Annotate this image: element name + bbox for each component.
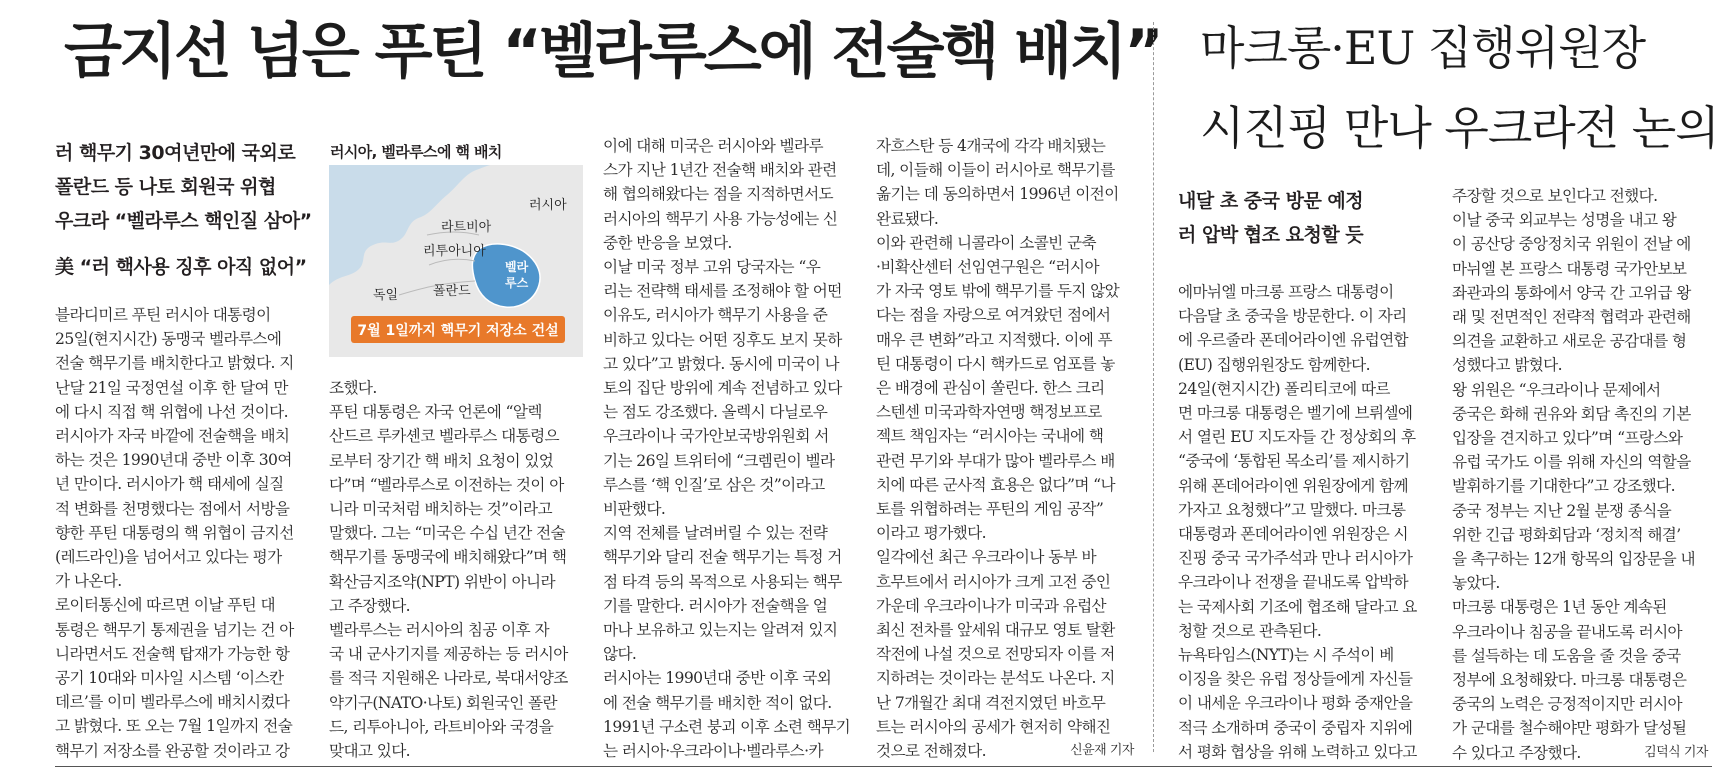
article-line: 것으로 전해졌다. bbox=[876, 742, 986, 761]
map-label-belarus: 벨라 bbox=[505, 260, 529, 274]
article-line: 이와 관련해 니콜라이 소콜빈 군축 bbox=[876, 233, 1096, 252]
article-line: 다”며 “벨라루스로 이전하는 것이 아 bbox=[329, 475, 564, 494]
article-line: 왕 위원은 “우크라이나 문제에서 bbox=[1452, 380, 1661, 399]
byline: 신윤재 기자 bbox=[1070, 743, 1134, 759]
left-column-2 bbox=[329, 376, 585, 763]
article-line: 이유도, 러시아가 핵무기 사용을 준 bbox=[603, 306, 828, 325]
article-line: 고 밝혔다. 또 오는 7월 1일까지 전술 bbox=[55, 717, 293, 736]
bottom-rule bbox=[55, 766, 1712, 767]
article-line: 블라디미르 푸틴 러시아 대통령이 bbox=[55, 306, 271, 324]
article-line: ·비확산센터 선임연구원은 “러시아 bbox=[876, 258, 1099, 277]
article-line: 가운데 우크라이나가 미국과 유럽산 bbox=[876, 596, 1107, 615]
left-column-3 bbox=[603, 134, 859, 763]
article-line: 25일(현지시간) 동맹국 벨라루스에 bbox=[55, 330, 282, 349]
article-last-line bbox=[1452, 741, 1708, 765]
article-line: 주장할 것으로 보인다고 전했다. bbox=[1452, 187, 1658, 205]
article-line: 로이터통신에 따르면 이날 푸틴 대 bbox=[55, 596, 275, 615]
right-column-1 bbox=[1178, 280, 1433, 764]
article-line: 가자고 요청했다”고 말했다. 마크롱 bbox=[1178, 500, 1406, 519]
article-line: 핵무기와 달리 전술 핵무기는 특정 거 bbox=[603, 548, 842, 567]
article-line: “중국에 ‘통합된 목소리’를 제시하기 bbox=[1178, 452, 1410, 471]
article-line: 자흐스탄 등 4개국에 각각 배치됐는 bbox=[876, 137, 1106, 155]
article-line: 고 주장했다. bbox=[329, 596, 411, 615]
map-svg bbox=[329, 165, 583, 357]
article-line: 마크롱 대통령은 1년 동안 계속된 bbox=[1452, 598, 1667, 617]
article-line: 로부터 장기간 핵 배치 요청이 있었 bbox=[329, 451, 554, 470]
article-line: 발휘하기를 기대한다”고 강조했다. bbox=[1452, 477, 1675, 496]
article-line: 말했다. 그는 “미국은 수십 년간 전술 bbox=[329, 524, 566, 543]
subhead-line: 내달 초 중국 방문 예정 bbox=[1178, 190, 1364, 212]
article-line: 이 내세운 우크라이나 평화 중재안을 bbox=[1178, 694, 1413, 713]
article-line: 매우 큰 변화”라고 지적했다. 이에 푸 bbox=[876, 330, 1113, 349]
article-line: (레드라인)을 넘어서고 있다는 평가 bbox=[55, 548, 282, 567]
subhead-line: 美 “러 핵사용 징후 아직 없어” bbox=[55, 256, 307, 278]
article-line: 우크라이나 침공을 끝내도록 러시아 bbox=[1452, 622, 1683, 641]
article-line: 하는 것은 1990년대 중반 이후 30여 bbox=[55, 451, 292, 470]
subhead-line: 러 압박 협조 요청할 듯 bbox=[1178, 224, 1364, 246]
article-line: 수 있다고 주장했다. bbox=[1452, 743, 1581, 762]
article-line: 진핑 중국 국가주석과 만나 러시아가 bbox=[1178, 549, 1413, 568]
article-line: 확산금지조약(NPT) 위반이 아니라 bbox=[329, 572, 555, 591]
article-line: 좌관과의 통화에서 양국 간 고위급 왕 bbox=[1452, 283, 1691, 302]
left-column-1 bbox=[55, 303, 311, 763]
article-line: 점 타격 등의 목적으로 사용되는 핵무 bbox=[603, 572, 842, 591]
article-line: 서 열린 EU 지도자들 간 정상회의 후 bbox=[1178, 428, 1416, 447]
article-line: 공기 10대와 미사일 시스템 ‘이스칸 bbox=[55, 669, 284, 688]
map-label-poland: 폴란드 bbox=[433, 284, 471, 299]
article-line: 니라면서도 전술핵 탑재가 가능한 항 bbox=[55, 644, 290, 663]
article-line: 위해 폰데어라이엔 위원장에게 함께 bbox=[1178, 476, 1409, 495]
article-line: 난달 21일 국정연설 이후 한 달여 만 bbox=[55, 378, 288, 397]
map-banner-text: 7월 1일까지 핵무기 저장소 건설 bbox=[357, 323, 559, 339]
article-line: 의견을 교환하고 새로운 공감대를 형 bbox=[1452, 332, 1687, 351]
article-line: 다음달 초 중국을 방문한다. 이 자리 bbox=[1178, 307, 1407, 326]
right-headline-line: 시진핑 만나 우크라전 논의 bbox=[1200, 101, 1719, 155]
article-line: 마나 보유하고 있는지는 알려져 있지 bbox=[603, 621, 838, 640]
article-line: 을 촉구하는 12개 항목의 입장문을 내 bbox=[1452, 550, 1695, 569]
right-column-2 bbox=[1452, 184, 1708, 765]
map-title: 러시아, 벨라루스에 핵 배치 bbox=[330, 143, 502, 161]
article-line: 유럽 국가도 이를 위해 자신의 역할을 bbox=[1452, 453, 1691, 472]
right-subheads bbox=[1178, 184, 1363, 252]
article-line: 뉴욕타임스(NYT)는 시 주석이 베 bbox=[1178, 646, 1394, 665]
article-line: 우크라이나 전쟁을 끝내도록 압박하 bbox=[1178, 573, 1409, 592]
article-line: 기를 말한다. 러시아가 전술핵을 얼 bbox=[603, 596, 828, 615]
article-line: 는 러시아·우크라이나·벨라루스·카 bbox=[603, 742, 823, 761]
article-line: 대통령과 폰데어라이엔 위원장은 시 bbox=[1178, 525, 1409, 544]
nuclear-map bbox=[329, 165, 583, 357]
article-line: 중국의 노력은 긍정적이지만 러시아 bbox=[1452, 695, 1683, 714]
article-line: 약기구(NATO·나토) 회원국인 폴란 bbox=[329, 693, 557, 712]
article-line: 이날 중국 외교부는 성명을 내고 왕 bbox=[1452, 211, 1677, 230]
article-line: 에 다시 직접 핵 위협에 나선 것이다. bbox=[55, 402, 288, 421]
article-line: 청할 것으로 관측된다. bbox=[1178, 621, 1322, 640]
article-line: 위한 긴급 평화회담과 ‘정치적 해결’ bbox=[1452, 525, 1681, 544]
article-line: 드, 리투아니아, 라트비아와 국경을 bbox=[329, 717, 554, 736]
article-line: 향한 푸틴 대통령의 핵 위협이 금지선 bbox=[55, 523, 294, 542]
article-line: 중국 정부는 지난 2월 분쟁 종식을 bbox=[1452, 501, 1672, 520]
left-subheads bbox=[55, 136, 312, 284]
article-line: 가 군대를 철수해야만 평화가 달성될 bbox=[1452, 719, 1687, 738]
article-line: 해 협의해왔다는 점을 지적하면서도 bbox=[603, 185, 834, 204]
article-line: 러시아의 핵무기 사용 가능성에는 신 bbox=[603, 209, 838, 228]
article-line: 성했다고 밝혔다. bbox=[1452, 356, 1562, 375]
article-line: 정부에 요청해왔다. 마크롱 대통령은 bbox=[1452, 671, 1687, 690]
article-line: 중한 반응을 보였다. bbox=[603, 233, 732, 252]
article-line: 치에 따른 군사적 효용은 없다”며 “나 bbox=[876, 475, 1116, 494]
article-last-line bbox=[876, 739, 1134, 763]
article-line: 완료됐다. bbox=[876, 209, 939, 228]
article-line: 푸틴 대통령은 자국 언론에 “알렉 bbox=[329, 403, 542, 422]
article-line: 래 및 전면적인 전략적 협력과 관련해 bbox=[1452, 308, 1691, 327]
article-line: 전술 핵무기를 배치한다고 밝혔다. 지 bbox=[55, 354, 294, 373]
article-line: 이에 대해 미국은 러시아와 벨라루 bbox=[603, 137, 823, 155]
article-line: 리는 전략핵 태세를 조정해야 할 어떤 bbox=[603, 282, 842, 301]
article-line: 작전에 나설 것으로 전망되자 이를 저 bbox=[876, 645, 1115, 664]
article-line: 스텐센 미국과학자연맹 핵정보프로 bbox=[876, 403, 1102, 422]
article-line: 조했다. bbox=[329, 379, 377, 397]
main-headline: 금지선 넘은 푸틴 “벨라루스에 전술핵 배치” bbox=[64, 17, 1161, 87]
article-line: 년 만이다. 러시아가 핵 태세에 실질 bbox=[55, 475, 284, 494]
article-line: 트는 러시아의 공세가 현저히 약해진 bbox=[876, 717, 1111, 736]
article-line: 놓았다. bbox=[1452, 574, 1500, 593]
article-line: 지역 전체를 날려버릴 수 있는 전략 bbox=[603, 524, 828, 543]
article-line: 비하고 있다는 어떤 징후도 보지 못하 bbox=[603, 330, 842, 349]
article-line: 서 평화 협상을 위해 노력하고 있다고 bbox=[1178, 742, 1417, 761]
article-line: 일각에선 최근 우크라이나 동부 바 bbox=[876, 548, 1096, 567]
article-line: 난 7개월간 최대 격전지였던 바흐무 bbox=[876, 693, 1106, 712]
article-line: 우크라이나 국가안보국방위원회 서 bbox=[603, 427, 829, 446]
article-line: 면 마크롱 대통령은 벨기에 브뤼셀에 bbox=[1178, 404, 1413, 423]
article-line: 24일(현지시간) 폴리티코에 따르 bbox=[1178, 379, 1390, 398]
article-line: 맞대고 있다. bbox=[329, 742, 411, 761]
article-line: 러시아가 자국 바깥에 전술핵을 배치 bbox=[55, 427, 290, 446]
article-line: 토의 집단 방위에 계속 전념하고 있다 bbox=[603, 379, 842, 398]
map-label-germany: 독일 bbox=[373, 288, 399, 303]
article-line: 적극 소개하며 중국이 중립자 지위에 bbox=[1178, 718, 1413, 737]
article-line: 핵무기를 동맹국에 배치해왔다”며 핵 bbox=[329, 548, 567, 567]
article-line: 1991년 구소련 붕괴 이후 소련 핵무기 bbox=[603, 717, 851, 736]
article-line: 입장을 견지하고 있다”며 “프랑스와 bbox=[1452, 429, 1683, 448]
left-column-4 bbox=[876, 134, 1134, 763]
article-line: 이징을 찾은 유럽 정상들에게 자신들 bbox=[1178, 670, 1413, 689]
article-line: 가 나온다. bbox=[55, 572, 122, 591]
article-line: 에 우르줄라 폰데어라이엔 유럽연합 bbox=[1178, 331, 1409, 350]
article-line: 마뉘엘 본 프랑스 대통령 국가안보보 bbox=[1452, 259, 1687, 278]
article-line: 가 자국 영토 밖에 핵무기를 두지 않았 bbox=[876, 282, 1120, 301]
article-line: (EU) 집행위원장도 함께한다. bbox=[1178, 355, 1370, 374]
article-line: 스가 지난 1년간 전술핵 배치와 관련 bbox=[603, 161, 837, 180]
map-label-belarus: 루스 bbox=[505, 276, 529, 290]
article-line: 토를 위협하려는 푸틴의 게임 공작” bbox=[876, 500, 1104, 519]
article-line: 중국은 화해 권유와 회담 촉진의 기본 bbox=[1452, 404, 1691, 423]
byline: 김덕식 기자 bbox=[1644, 744, 1708, 760]
article-line: 루스를 ‘핵 인질’로 삼은 것”이라고 bbox=[603, 475, 825, 494]
article-line: 흐무트에서 러시아가 크게 고전 중인 bbox=[876, 572, 1111, 591]
subhead-line: 우크라 “벨라루스 핵인질 삼아” bbox=[55, 210, 312, 232]
article-line: 에 전술 핵무기를 배치한 적이 없다. bbox=[603, 693, 832, 712]
article-line: 기는 26일 트위터에 “크렘린이 벨라 bbox=[603, 451, 835, 470]
article-line: 옮기는 데 동의하면서 1996년 이전이 bbox=[876, 185, 1119, 204]
article-line: 최신 전차를 앞세워 대규모 영토 탈환 bbox=[876, 621, 1115, 640]
article-line: 벨라루스는 러시아의 침공 이후 자 bbox=[329, 621, 549, 640]
article-line: 는 점도 강조했다. 올렉시 다닐로우 bbox=[603, 403, 828, 422]
article-line: 지하려는 것이라는 분석도 나온다. 지 bbox=[876, 669, 1115, 688]
article-line: 데르’를 이미 벨라루스에 배치시켰다 bbox=[55, 693, 290, 712]
article-line: 관련 무기와 부대가 많아 벨라루스 배 bbox=[876, 451, 1115, 470]
article-line: 이날 미국 정부 고위 당국자는 “우 bbox=[603, 258, 821, 277]
map-label-latvia: 라트비아 bbox=[441, 220, 492, 235]
right-headline-line: 마크롱·EU 집행위원장 bbox=[1200, 21, 1646, 75]
article-line: 은 배경에 관심이 쏠린다. 한스 크리 bbox=[876, 379, 1105, 398]
article-line: 를 설득하는 데 도움을 줄 것을 중국 bbox=[1452, 646, 1681, 665]
article-line: 적 변화를 천명했다는 점에서 서방을 bbox=[55, 499, 290, 518]
article-line: 국 내 군사기지를 제공하는 등 러시아 bbox=[329, 645, 568, 664]
article-line: 통령은 핵무기 통제권을 넘기는 건 아 bbox=[55, 620, 294, 639]
right-headline bbox=[1200, 18, 1719, 158]
article-line: 고 있다”고 밝혔다. 동시에 미국이 나 bbox=[603, 354, 840, 373]
article-line: 핵무기 저장소를 완공할 것이라고 강 bbox=[55, 741, 290, 760]
map-label-lithuania: 리투아니아 bbox=[423, 244, 486, 259]
article-line: 니라 미국처럼 배치하는 것”이라고 bbox=[329, 500, 552, 519]
article-line: 다는 점을 자랑으로 여겨왔던 점에서 bbox=[876, 306, 1111, 325]
article-line: 러시아는 1990년대 중반 이후 국외 bbox=[603, 669, 832, 688]
article-line: 에마뉘엘 마크롱 프랑스 대통령이 bbox=[1178, 283, 1394, 301]
story-divider bbox=[1153, 22, 1154, 752]
article-line: 를 적극 지원해온 나라로, 북대서양조 bbox=[329, 669, 568, 688]
article-line: 않다. bbox=[603, 645, 637, 664]
map-label-russia: 러시아 bbox=[529, 198, 567, 213]
article-line: 산드르 루카셴코 벨라루스 대통령으 bbox=[329, 427, 560, 446]
article-line: 는 국제사회 기조에 협조해 달라고 요 bbox=[1178, 597, 1417, 616]
subhead-line: 러 핵무기 30여년만에 국외로 bbox=[55, 142, 296, 164]
article-line: 젝트 책임자는 “러시아는 국내에 핵 bbox=[876, 427, 1104, 446]
article-line: 데, 이들해 이들이 러시아로 핵무기를 bbox=[876, 161, 1115, 180]
article-line: 틴 대통령이 다시 핵카드로 엄포를 놓 bbox=[876, 354, 1115, 373]
article-line: 이 공산당 중앙정치국 위원이 전날 에 bbox=[1452, 235, 1691, 254]
subhead-line: 폴란드 등 나토 회원국 위협 bbox=[55, 176, 276, 198]
article-line: 비판했다. bbox=[603, 500, 666, 519]
article-line: 이라고 평가했다. bbox=[876, 524, 986, 543]
